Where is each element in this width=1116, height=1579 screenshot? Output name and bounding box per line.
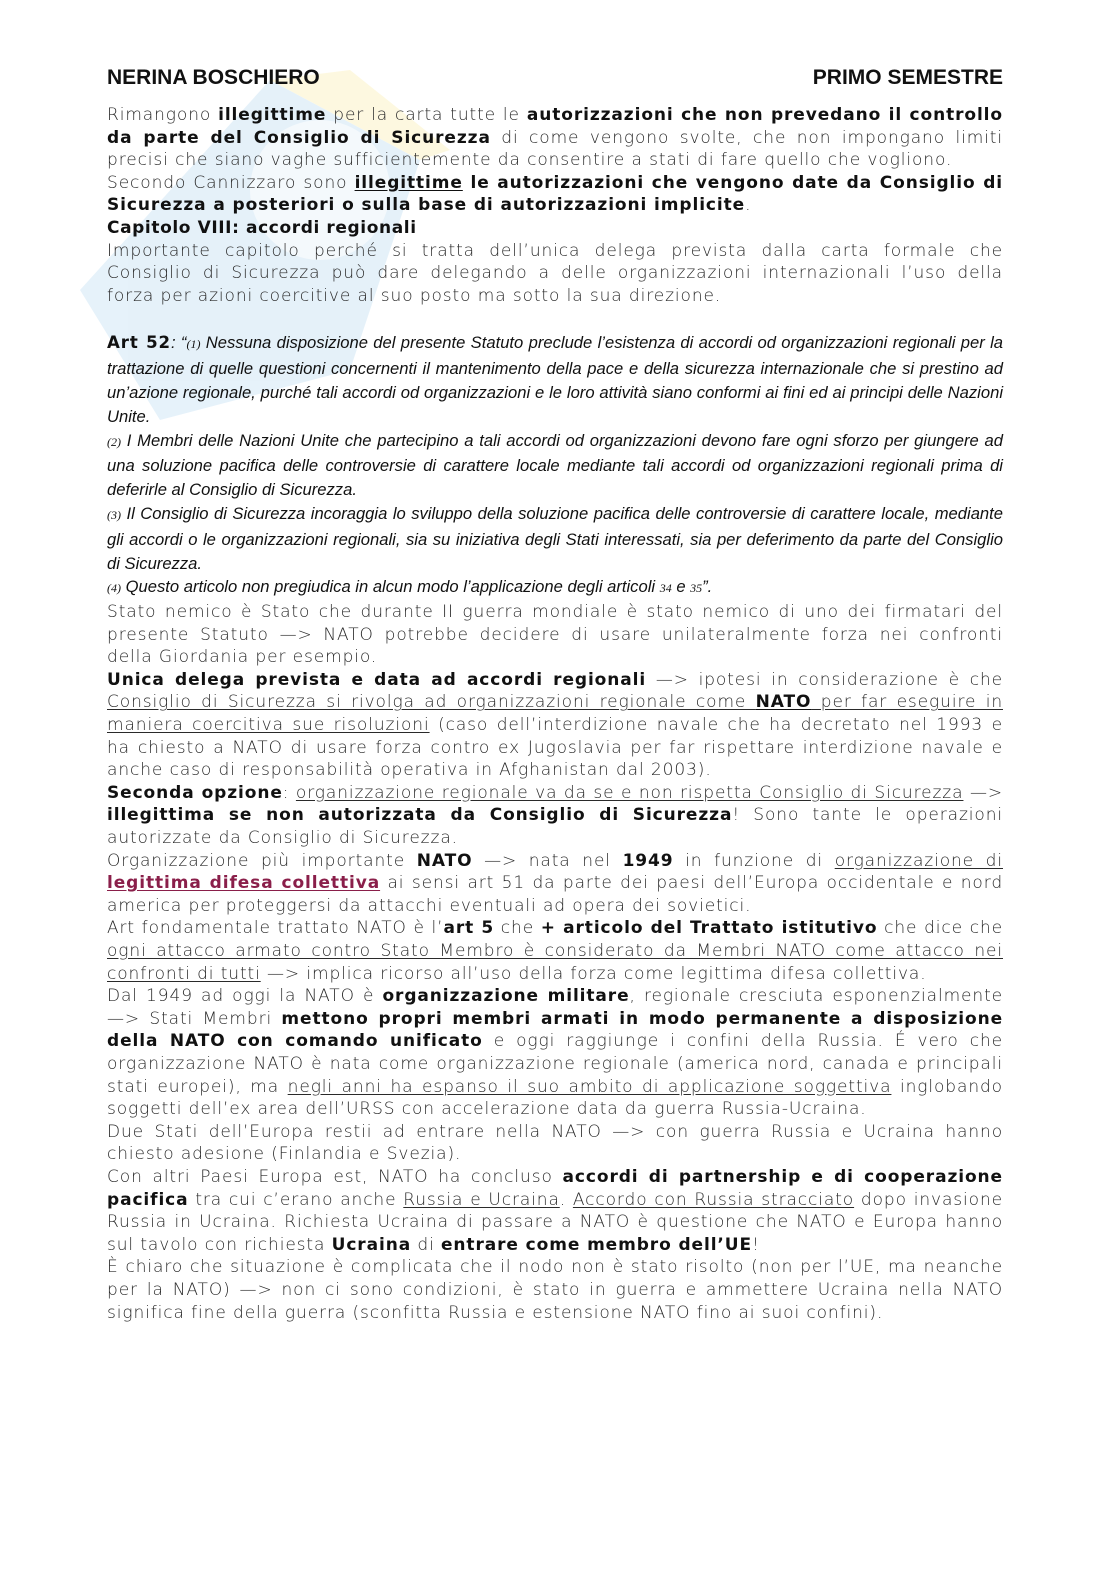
paragraph: Importante capitolo perché si tratta dell’unica delega prevista dalla carta formale che Consiglio di Sicurezza può dare delegando a delle organizzazioni internazionali l’uso della forza per azioni coercitive al suo posto ma sotto la sua direzione. [107, 240, 1003, 306]
page-header [107, 66, 1003, 96]
paragraph: Due Stati dell’Europa restii ad entrare nella NATO —> con guerra Russia e Ucraina hanno chiesto adesione (Finlandia e Svezia). [107, 1121, 1003, 1165]
link-legittima-difesa[interactable]: legittima difesa collettiva [107, 873, 381, 894]
paragraph: Dal 1949 ad oggi la NATO è organizzazione militare, regionale cresciuta esponenzialmente —> Stati Membri mettono propri membri armati in modo permanente a disposizione della NATO con comando unificato e oggi raggiunge i confini della Russia. É vero che organizzazione NATO è nata come organizzazione regionale (america nord, canada e principali stati europei), ma negli anni ha espanso il suo ambito di applicazione soggettiva inglobando soggetti dell’ex area dell’URSS con accelerazione data da guerra Russia-Ucraina. [107, 986, 1003, 1120]
paragraph: È chiaro che situazione è complicata che il nodo non è stato risolto (non per l’UE, ma neanche per la NATO) —> non ci sono condizioni, è stato in guerra e ammettere Ucraina nella NATO significa fine della guerra (sconfitta Russia e estensione NATO fino ai suoi confini). [107, 1257, 1003, 1323]
paragraph: Seconda opzione: organizzazione regionale va da se e non rispetta Consiglio di Sicurezza —> illegittima se non autorizzata da Consiglio di Sicurezza! Sono tante le operazioni autorizzate da Consiglio di Sicurezza. [107, 782, 1003, 849]
semester-label: PRIMO SEMESTRE [812, 66, 1003, 89]
author-name: NERINA BOSCHIERO [107, 66, 320, 89]
paragraph: Con altri Paesi Europa est, NATO ha concluso accordi di partnership e di cooperazione pacifica tra cui c’erano anche Russia e Ucraina. Accordo con Russia stracciato dopo invasione Russia in Ucraina. Richiesta Ucraina di passare a NATO è questione che NATO e Europa hanno sul tavolo con richiesta Ucraina di entrare come membro dell’UE! [107, 1166, 1003, 1255]
article-52-quote: Art 52: “(1) Nessuna disposizione del presente Statuto preclude l’esistenza di accordi od organizzazioni regionali per la trattazione di quelle questioni concernenti il mantenimento della pace e della sicurezza internazionale che si prestino ad un’azione regionale, purché tali accordi od organizzazioni e le loro attività siano conformi ai fini ed ai principi delle Nazioni Unite. (2) I Membri delle Nazioni Unite che partecipino a tali accordi od organizzazioni devono fare ogni sforzo per giungere ad una soluzione pacifica delle controversie di carattere locale mediante tali accordi od organizzazioni regionali prima di deferirle al Consiglio di Sicurezza. (3) Il Consiglio di Sicurezza incoraggia lo sviluppo della soluzione pacifica delle controversie di carattere locale, mediante gli accordi o le organizzazioni regionali, sia su iniziativa degli Stati interessati, sia per deferimento da parte del Consiglio di Sicurezza. (4) Questo articolo non pregiudica in alcun modo l’applicazione degli articoli 34 e 35”. [107, 333, 1003, 597]
document-body [107, 104, 1003, 1324]
paragraph: Rimangono illegittime per la carta tutte le autorizzazioni che non prevedano il controllo da parte del Consiglio di Sicurezza di come vengono svolte, che non impongano limiti precisi che siano vaghe sufficientemente da consentire a stati di fare quello che vogliono. [107, 105, 1003, 171]
chapter-heading: Capitolo VIII: accordi regionali [107, 217, 417, 238]
paragraph: Unica delega prevista e data ad accordi regionali —> ipotesi in considerazione è che Consiglio di Sicurezza si rivolga ad organizzazioni regionale come NATO per far eseguire in maniera coercitiva sue risoluzioni (caso dell’interdizione navale che ha decretato nel 1993 e ha chiesto a NATO di usare forza contro ex Jugoslavia per far rispettare interdizione navale e anche caso di responsabilità operativa in Afghanistan dal 2003). [107, 669, 1003, 781]
paragraph: Organizzazione più importante NATO —> nata nel 1949 in funzione di organizzazione di legittima difesa collettiva ai sensi art 51 da parte dei paesi dell’Europa occidentale e nord america per proteggersi da attacchi eventuali ad opera dei sovietici. [107, 850, 1004, 916]
paragraph: Secondo Cannizzaro sono illegittime le autorizzazioni che vengono date da Consiglio di Sicurezza a posteriori o sulla base di autorizzazioni implicite. [107, 172, 1003, 216]
paragraph: Art fondamentale trattato NATO è l’art 5 che + articolo del Trattato istitutivo che dice che ogni attacco armato contro Stato Membro è considerato da Membri NATO come attacco nei confronti di tutti —> implica ricorso all’uso della forza come legittima difesa collettiva. [107, 918, 1004, 984]
paragraph: Stato nemico è Stato che durante II guerra mondiale è stato nemico di uno dei firmatari del presente Statuto —> NATO potrebbe decidere di usare unilateralmente forza nei confronti della Giordania per esempio. [107, 602, 1003, 668]
